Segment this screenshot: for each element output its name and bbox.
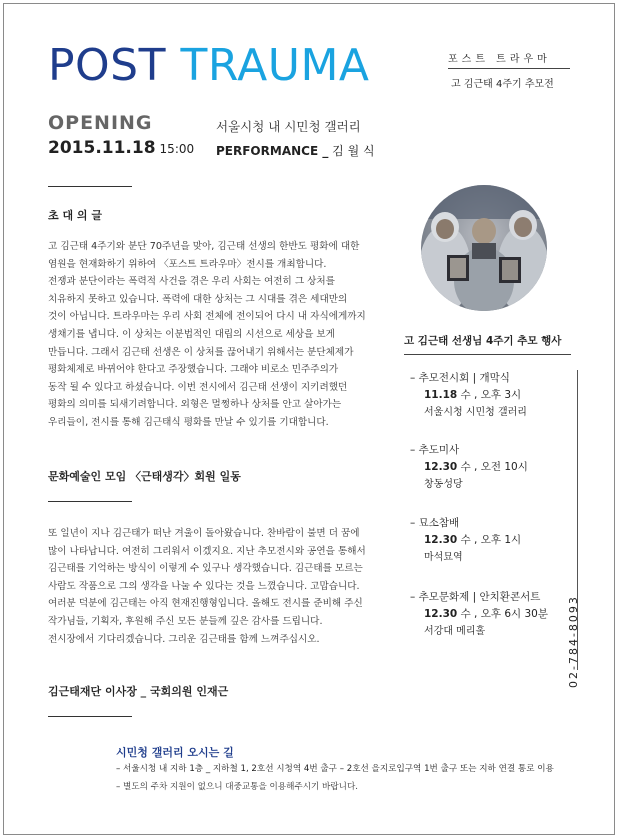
divider [48, 716, 132, 717]
events-heading: 고 김근태 선생님 4주기 추모 행사 [404, 335, 562, 347]
artwork-photo [421, 185, 547, 311]
directions-title: 시민청 갤러리 오시는 길 [116, 746, 234, 759]
text-line: 생채기를 냅니다. 이 상처는 이분법적인 대립의 시선으로 세상을 보게 [48, 328, 335, 340]
opening-date: 2015.11.18 [48, 138, 156, 158]
event-place: 마석묘역 [424, 552, 463, 563]
text-line: 많이 나타납니다. 여전히 그리워서 이겠지요. 지난 추모전시와 공연을 통해서 [48, 545, 366, 557]
event-item [410, 370, 527, 421]
event-date: 12.30 [424, 534, 458, 546]
subtitle-korean: 포스트 트라우마 [448, 54, 551, 65]
foundation-message [48, 525, 378, 648]
subtitle-divider [448, 68, 570, 69]
event-date: 12.30 [424, 608, 458, 620]
poster-title [48, 40, 370, 91]
text-line: 염원을 현재화하기 위하여 〈포스트 트라우마〉전시를 개최합니다. [48, 258, 327, 270]
events-divider [404, 354, 571, 355]
event-place: 창동성당 [424, 479, 463, 490]
text-line: 치유하지 못하고 있습니다. 폭력에 대한 상처는 그 시대를 겪은 세대만의 [48, 293, 348, 305]
performer-name: 김 월 식 [332, 144, 375, 158]
text-line: 사람도 작품으로 그의 생각을 나눌 수 있다는 것을 느꼈습니다. 고맙습니다. [48, 580, 360, 592]
text-line: 만듭니다. 그래서 김근태 선생은 이 상처를 끊어내기 위해서는 분단체제가 [48, 346, 354, 358]
event-name: – 추도미사 [410, 444, 460, 456]
text-line: 동작 될 수 있다고 하셨습니다. 이번 전시에서 김근태 선생이 지키려했던 [48, 381, 348, 393]
text-line: 김근태를 기억하는 방식이 이렇게 수 있구나 생각했습니다. 김근태를 모르는 [48, 563, 363, 575]
event-item [410, 515, 521, 566]
text-line: 평화체제로 바뀌어야 한다고 주장했습니다. 그래야 비로소 민주주의가 [48, 364, 339, 376]
event-time: 수 , 오전 10시 [460, 461, 528, 473]
text-line: 작가님들, 기획자, 후원해 주신 모든 분들께 깊은 감사를 드립니다. [48, 615, 323, 627]
event-name: – 묘소참배 [410, 517, 460, 529]
divider [48, 501, 132, 502]
title-post: POST [48, 40, 166, 91]
venue: 서울시청 내 시민청 갤러리 [216, 119, 361, 134]
text-line: 전시장에서 기다리겠습니다. 그리운 김근태를 함께 느껴주십시오. [48, 633, 320, 645]
performance-line [216, 142, 375, 159]
text-line: 우리들이, 전시를 통해 김근태식 평화를 만날 수 있기를 기대합니다. [48, 416, 329, 428]
memorial-label: 고 김근태 4주기 추모전 [451, 79, 554, 90]
event-time: 수 , 오후 6시 30분 [460, 608, 549, 620]
invitation-text [48, 238, 378, 432]
event-item [410, 589, 548, 640]
event-name: – 추모문화제 | 안치환콘서트 [410, 591, 541, 603]
text-line: 전쟁과 분단이라는 폭력적 사건을 겪은 우리 사회는 여전히 그 상처를 [48, 276, 335, 288]
title-trauma: TRAUMA [180, 40, 370, 91]
performance-label: PERFORMANCE _ [216, 144, 329, 158]
phone-number: 02-784-8093 [567, 595, 580, 688]
text-line: 또 일년이 지나 김근태가 떠난 겨울이 돌아왔습니다. 찬바람이 불면 더 꿈에 [48, 528, 360, 539]
opening-time: 15:00 [159, 142, 195, 156]
text-line: 평화의 의미를 되새기려합니다. 외형은 멀쩡하나 상처를 안고 살아가는 [48, 399, 342, 411]
event-place: 서강대 메리홀 [424, 626, 486, 637]
event-time: 수 , 오후 1시 [460, 534, 522, 546]
directions-subway: – 서울시청 내 지하 1층 _ 지하철 1, 2호선 시청역 4번 출구 – 2호선 을지로입구역 1번 출구 또는 지하 연결 통로 이용 [116, 764, 554, 774]
opening-label: OPENING [48, 112, 153, 134]
invitation-heading: 초 대 의 글 [48, 209, 102, 222]
text-line: 것이 아닙니다. 트라우마는 우리 사회 전체에 전이되어 다시 내 자식에게까지 [48, 311, 366, 323]
signature-foundation: 김근태재단 이사장 _ 국회의원 인재근 [48, 685, 229, 698]
event-time: 수 , 오후 3시 [460, 389, 522, 401]
event-place: 서울시청 시민청 갤러리 [424, 407, 527, 418]
artwork-illustration [421, 185, 547, 311]
event-name: – 추모전시회 | 개막식 [410, 372, 510, 384]
directions-parking: – 별도의 주차 지원이 없으니 대중교통을 이용해주시기 바랍니다. [116, 782, 358, 792]
text-line: 여러분 덕분에 김근태는 아직 현재진행형입니다. 올해도 전시를 준비해 주신 [48, 598, 363, 610]
divider [48, 186, 132, 187]
event-item [410, 442, 528, 493]
event-date: 11.18 [424, 389, 458, 401]
opening-datetime [48, 138, 194, 158]
text-line: 고 김근태 4주기와 분단 70주년을 맞아, 김근태 선생의 한반도 평화에 대한 [48, 241, 360, 252]
signature-artists: 문화예술인 모임 〈근태생각〉회원 일동 [48, 470, 241, 483]
event-date: 12.30 [424, 461, 458, 473]
